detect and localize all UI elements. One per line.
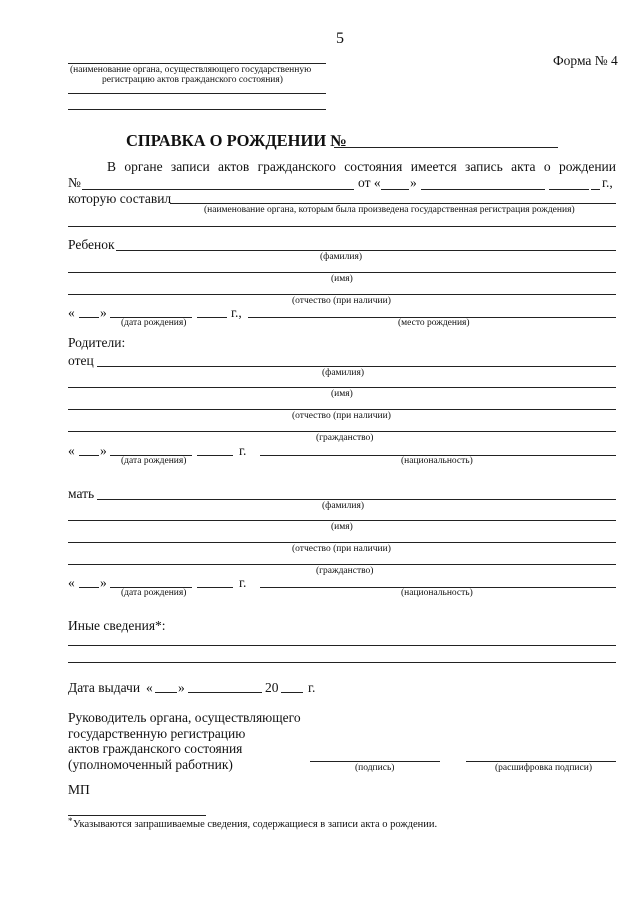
father-surname-line[interactable]: [97, 366, 616, 367]
other-info-line-1[interactable]: [68, 645, 616, 646]
father-surname-caption: (фамилия): [322, 368, 364, 378]
record-number-line[interactable]: [82, 189, 354, 190]
issue-year-prefix: 20: [265, 680, 279, 695]
child-birth-place-caption: (место рождения): [398, 318, 470, 328]
issuer-caption-1: (наименование органа, осуществляющего государственную: [70, 65, 312, 75]
mother-name-caption: (имя): [331, 522, 353, 532]
other-info-line-2[interactable]: [68, 662, 616, 663]
quote-close: »: [410, 175, 417, 190]
child-birth-year-line[interactable]: [197, 317, 227, 318]
head-line-3: актов гражданского состояния: [68, 741, 243, 756]
mother-nationality-caption: (национальность): [401, 588, 473, 598]
father-citizenship-line[interactable]: [68, 431, 616, 432]
issuer-line-3[interactable]: [68, 109, 326, 110]
issue-year-suffix: г.: [308, 680, 316, 695]
father-year: г.: [239, 443, 247, 458]
mother-year: г.: [239, 575, 247, 590]
record-month-line[interactable]: [421, 189, 545, 190]
father-birth-year-line[interactable]: [197, 455, 233, 456]
parents-label: Родители:: [68, 335, 126, 350]
issue-day-line[interactable]: [155, 692, 177, 693]
father-citizenship-caption: (гражданство): [316, 433, 374, 443]
composed-line-2[interactable]: [68, 226, 616, 227]
mother-birth-year-line[interactable]: [197, 587, 233, 588]
issue-year-line[interactable]: [281, 692, 303, 693]
footnote-mark: *: [68, 816, 73, 826]
father-nationality-caption: (национальность): [401, 456, 473, 466]
mother-date-close: »: [100, 575, 107, 590]
intro-text: В органе записи актов гражданского состояния имеется запись акта о рождении: [107, 159, 616, 174]
footnote-text: Указываются запрашиваемые сведения, содержащиеся в записи акта о рождении.: [73, 819, 438, 830]
child-year-comma: г.,: [231, 305, 242, 320]
year-suffix: г.,: [602, 175, 613, 190]
form-label: Форма № 4: [553, 53, 618, 68]
child-name-caption: (имя): [331, 274, 353, 284]
mother-citizenship-caption: (гражданство): [316, 566, 374, 576]
mother-surname-caption: (фамилия): [322, 501, 364, 511]
issue-date-label: Дата выдачи: [68, 680, 141, 695]
issuer-caption-2: регистрацию актов гражданского состояния): [102, 75, 283, 85]
mother-citizenship-line[interactable]: [68, 564, 616, 565]
father-label: отец: [68, 353, 94, 368]
child-birth-date-caption: (дата рождения): [121, 318, 187, 328]
record-year-line[interactable]: [549, 189, 589, 190]
from-label: от «: [358, 175, 381, 190]
father-birth-day-line[interactable]: [79, 455, 99, 456]
mother-surname-line[interactable]: [97, 499, 616, 500]
record-day-line[interactable]: [381, 189, 409, 190]
mother-name-line[interactable]: [68, 520, 616, 521]
father-name-caption: (имя): [331, 389, 353, 399]
head-line-4: (уполномоченный работник): [68, 757, 233, 772]
signature-caption: (подпись): [355, 763, 395, 773]
father-birth-date-caption: (дата рождения): [121, 456, 187, 466]
mother-patronymic-caption: (отчество (при наличии): [292, 544, 391, 554]
mother-patronymic-line[interactable]: [68, 542, 616, 543]
certificate-title: СПРАВКА О РОЖДЕНИИ №: [126, 131, 347, 150]
composed-line[interactable]: [170, 203, 616, 204]
certificate-number-line[interactable]: [334, 147, 558, 148]
father-patronymic-line[interactable]: [68, 409, 616, 410]
page-number: 5: [336, 30, 344, 47]
father-patronymic-caption: (отчество (при наличии): [292, 411, 391, 421]
father-date-close: »: [100, 443, 107, 458]
head-line-1: Руководитель органа, осуществляющего: [68, 710, 301, 725]
child-label: Ребенок: [68, 237, 115, 252]
child-birth-day-line[interactable]: [79, 317, 99, 318]
signature-decode-caption: (расшифровка подписи): [495, 763, 592, 773]
child-name-line[interactable]: [68, 272, 616, 273]
child-surname-line[interactable]: [116, 250, 616, 251]
mother-birth-day-line[interactable]: [79, 587, 99, 588]
footnote-divider: [68, 815, 206, 816]
stamp-label: МП: [68, 782, 90, 797]
signature-line[interactable]: [310, 761, 440, 762]
composed-label: которую составил: [68, 191, 172, 206]
mother-label: мать: [68, 486, 95, 501]
child-patronymic-caption: (отчество (при наличии): [292, 296, 391, 306]
issue-date-close: »: [178, 680, 185, 695]
other-info-label: Иные сведения*:: [68, 618, 166, 633]
mother-birth-date-caption: (дата рождения): [121, 588, 187, 598]
issuer-line-2[interactable]: [68, 93, 326, 94]
issue-month-line[interactable]: [188, 692, 262, 693]
father-date-open: «: [68, 443, 75, 458]
father-name-line[interactable]: [68, 387, 616, 388]
child-surname-caption: (фамилия): [320, 252, 362, 262]
child-patronymic-line[interactable]: [68, 294, 616, 295]
signature-decode-line[interactable]: [466, 761, 616, 762]
child-date-close: »: [100, 305, 107, 320]
issue-date-open: «: [146, 680, 153, 695]
issuer-name-line[interactable]: [68, 63, 326, 64]
record-number-label: №: [68, 175, 81, 190]
mother-date-open: «: [68, 575, 75, 590]
composed-caption: (наименование органа, которым была произведена государственная регистрация рождения): [204, 205, 575, 215]
record-year-line-2[interactable]: [591, 189, 600, 190]
child-date-open: «: [68, 305, 75, 320]
head-line-2: государственную регистрацию: [68, 726, 246, 741]
